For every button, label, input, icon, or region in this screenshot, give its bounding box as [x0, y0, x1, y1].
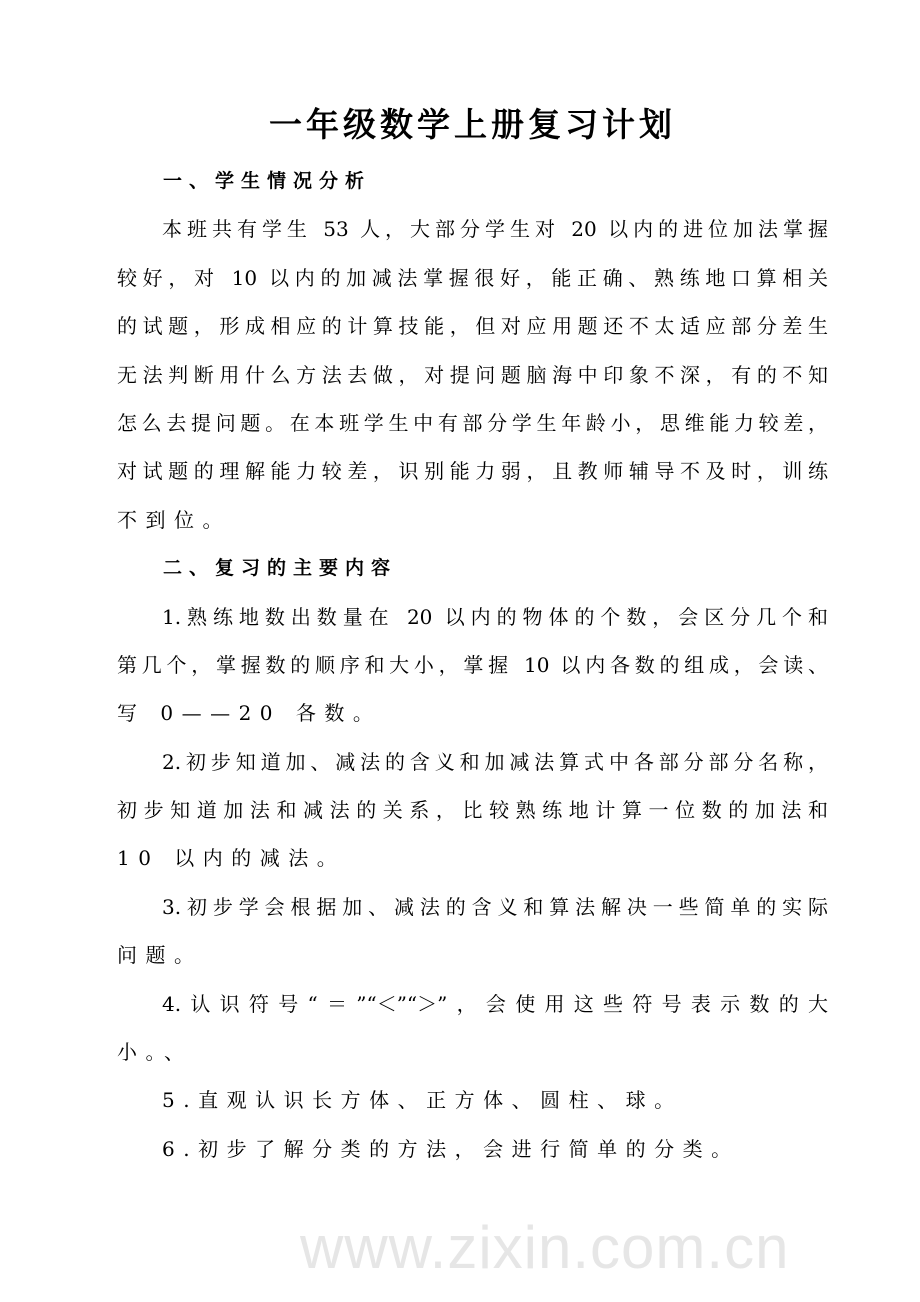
item-line: 3.初步学会根据加、减法的含义和算法解决一些简单的实际	[162, 894, 828, 919]
list-item	[117, 593, 828, 738]
paragraph-line: 无法判断用什么方法去做，对提问题脑海中印象不深，有的不知	[117, 362, 828, 387]
paragraph-line: 本班共有学生 53 人，大部分学生对 20 以内的进位加法掌握	[162, 217, 828, 242]
item-line: 2.初步知道加、减法的含义和加减法算式中各部分部分名称，	[162, 749, 828, 774]
item-line: 6.初步了解分类的方法，会进行简单的分类。	[162, 1136, 740, 1161]
item-line: 写 0——20 各数。	[117, 701, 382, 726]
list-item	[117, 980, 828, 1077]
item-line: 问题。	[117, 943, 203, 968]
document-body	[117, 157, 828, 1173]
item-line: 4.认识符号“＝”“＜”“＞”，会使用这些符号表示数的大	[162, 991, 828, 1016]
paragraph-line: 对试题的理解能力较差，识别能力弱，且教师辅导不及时，训练	[117, 459, 828, 484]
paragraph-line: 的试题，形成相应的计算技能，但对应用题还不太适应部分差生	[117, 314, 828, 339]
list-item	[117, 1076, 828, 1124]
item-line: 10 以内的减法。	[117, 846, 346, 871]
section-heading-review-content: 二、复习的主要内容	[163, 557, 398, 580]
paragraph-student-analysis	[117, 205, 828, 544]
item-line: 小。、	[117, 1040, 193, 1065]
list-item	[117, 1125, 828, 1173]
watermark: www.zixin.com.cn	[300, 1214, 790, 1281]
item-line: 初步知道加法和减法的关系，比较熟练地计算一位数的加法和	[117, 798, 828, 823]
item-line: 第几个，掌握数的顺序和大小，掌握 10 以内各数的组成，会读、	[117, 652, 828, 677]
list-item	[117, 883, 828, 980]
paragraph-line: 不到位。	[117, 507, 231, 532]
list-item	[117, 738, 828, 883]
section-heading-student-analysis: 一、学生情况分析	[163, 170, 372, 192]
paragraph-line: 较好，对 10 以内的加减法掌握很好，能正确、熟练地口算相关	[117, 265, 828, 290]
document-title: 一年级数学上册复习计划	[269, 105, 676, 144]
item-line: 1.熟练地数出数量在 20 以内的物体的个数，会区分几个和	[162, 604, 828, 629]
item-line: 5.直观认识长方体、正方体、圆柱、球。	[162, 1088, 683, 1113]
paragraph-line: 怎么去提问题。在本班学生中有部分学生年龄小，思维能力较差，	[117, 410, 828, 435]
